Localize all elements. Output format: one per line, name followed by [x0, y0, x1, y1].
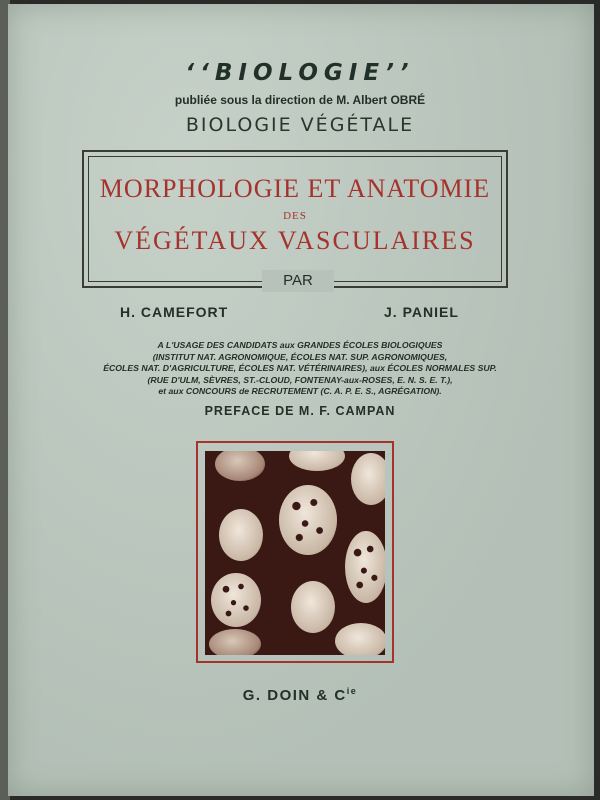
title-frame	[82, 150, 508, 288]
preface-credit: PREFACE DE M. F. CAMPAN	[204, 404, 396, 418]
audience-line: (INSTITUT NAT. AGRONOMIQUE, ÉCOLES NAT. SUP. AGRONOMIQUES,	[152, 351, 448, 362]
publisher-imprint	[0, 686, 600, 704]
book-title-connector: DES	[283, 210, 307, 222]
publisher-suffix: ie	[346, 686, 358, 696]
audience-line: A L'USAGE DES CANDIDATS aux GRANDES ÉCOLES BIOLOGIQUES	[157, 340, 443, 350]
cell-shape	[345, 531, 385, 603]
audience-line: et aux CONCOURS de RECRUTEMENT (C. A. P. E. S., AGRÉGATION).	[158, 386, 442, 396]
subject-heading: BIOLOGIE VÉGÉTALE	[185, 114, 415, 136]
cell-shape	[209, 629, 261, 655]
author-camefort: H. CAMEFORT	[120, 304, 229, 320]
audience-statement	[92, 340, 508, 398]
cell-shape	[279, 485, 337, 555]
series-title: ‘‘BIOLOGIE’’	[185, 60, 415, 86]
cell-shape	[211, 573, 261, 627]
cell-shape	[291, 581, 335, 633]
cell-shape	[351, 453, 385, 505]
cell-shape	[215, 451, 265, 481]
series-director: publiée sous la direction de M. Albert OBRÉ	[174, 93, 426, 107]
author-paniel: J. PANIEL	[384, 304, 459, 320]
book-title-line-2: VÉGÉTAUX VASCULAIRES	[114, 226, 476, 255]
cell-shape	[335, 623, 385, 655]
cell-shape	[289, 451, 345, 471]
book-title-line-1: MORPHOLOGIE ET ANATOMIE	[99, 174, 491, 203]
audience-line: ÉCOLES NAT. D'AGRICULTURE, ÉCOLES NAT. VÉTÉRINAIRES), aux ÉCOLES NORMALES SUP.	[103, 363, 497, 373]
publisher-name: G. DOIN & C	[242, 687, 347, 704]
cell-shape	[219, 509, 263, 561]
micrograph-frame	[196, 441, 394, 663]
micrograph-image	[205, 451, 385, 655]
audience-line: (RUE D'ULM, SÈVRES, ST.-CLOUD, FONTENAY-aux-ROSES, E. N. S. E. T.),	[147, 374, 453, 385]
by-label: PAR	[262, 270, 334, 292]
